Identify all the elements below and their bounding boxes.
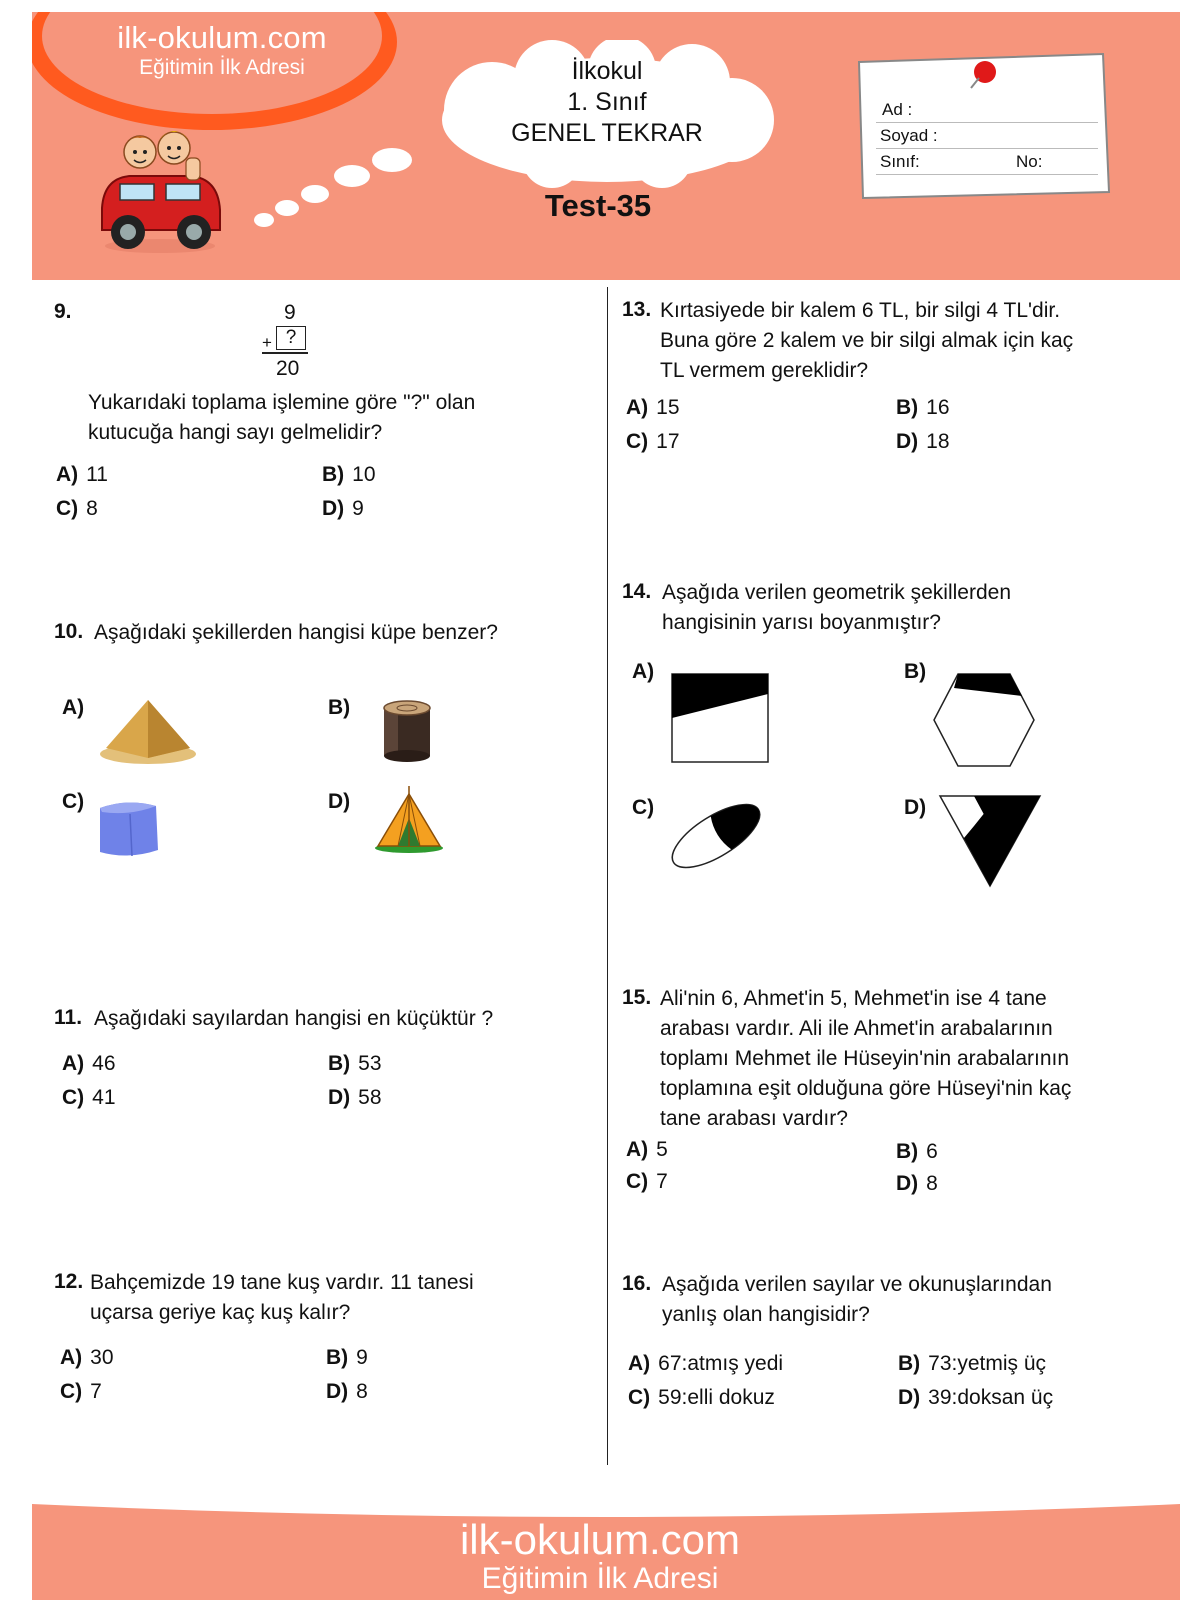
option-b[interactable] [328,696,358,720]
option-label: C) [60,1380,83,1403]
footer-brand-name[interactable]: ilk-okulum.com [459,1516,741,1563]
option-c[interactable] [628,1386,775,1410]
option-value: 15 [656,396,680,419]
question-text: Bahçemizde 19 tane kuş vardır. 11 tanesi [90,1271,474,1294]
option-label: D) [322,497,345,520]
option-value: 8 [86,497,98,520]
option-value: 7 [656,1170,668,1193]
option-value: 39:doksan üç [928,1386,1054,1409]
option-c[interactable] [632,796,662,820]
option-a[interactable] [60,1346,114,1370]
question-text: kutucuğa hangi sayı gelmelidir? [88,421,383,444]
question-text: yanlış olan hangisidir? [662,1303,870,1326]
option-value: 8 [926,1172,938,1195]
question-number: 9. [54,300,72,323]
option-c[interactable] [62,1086,116,1110]
question-text: toplamı Mehmet ile Hüseyin'nin arabalarının [660,1047,1070,1070]
grade-level: 1. Sınıf [567,88,647,116]
name-label: Ad : [882,100,913,119]
option-label: C) [626,1170,649,1193]
question-text: Buna göre 2 kalem ve bir silgi almak için kaç [660,329,1074,352]
test-title: Test-35 [544,188,652,223]
pyramid-icon[interactable] [98,696,198,766]
hexagon-shape-icon[interactable] [930,672,1038,768]
option-value: 8 [356,1380,368,1403]
option-c[interactable] [56,497,98,521]
option-value: 7 [90,1380,102,1403]
option-value: 9 [352,497,364,520]
question-number: 14. [622,580,652,603]
number-label: No: [1016,152,1043,171]
square-shape-icon[interactable] [670,672,770,764]
cube-cushion-icon[interactable] [94,794,164,864]
option-a[interactable] [626,396,680,420]
option-label: C) [632,796,655,819]
option-value: 10 [352,463,376,486]
question-number: 13. [622,298,652,321]
addend-top: 9 [284,301,296,324]
mascot-car-icon [90,118,230,258]
question-text: Kırtasiyede bir kalem 6 TL, bir silgi 4 TL'dir. [660,299,1061,322]
option-value: 9 [356,1346,368,1369]
option-label: D) [904,796,927,819]
option-label: B) [326,1346,349,1369]
option-value: 59:elli dokuz [658,1386,775,1409]
option-label: B) [904,660,927,683]
brand-name: ilk-okulum.com [117,20,327,55]
option-label: B) [322,463,345,486]
question-text: Ali'nin 6, Ahmet'in 5, Mehmet'in ise 4 tane [660,987,1047,1010]
title-cloud [432,56,782,149]
option-value: 5 [656,1138,668,1161]
option-b[interactable] [326,1346,368,1370]
question-number: 10. [54,620,84,643]
option-d[interactable] [904,796,934,820]
sum-value: 20 [276,357,300,380]
option-label: C) [628,1386,651,1409]
option-value: 16 [926,396,950,419]
question-text: Aşağıdaki şekillerden hangisi küpe benzer? [94,621,498,644]
question-number: 12. [54,1270,84,1293]
ellipse-shape-icon[interactable] [664,796,768,876]
tent-icon[interactable] [372,784,446,856]
option-label: B) [328,696,351,719]
option-value: 30 [90,1346,114,1369]
option-label: A) [62,1052,85,1075]
option-value: 6 [926,1140,938,1163]
question-text: toplamına eşit olduğuna göre Hüseyi'nin kaç [660,1077,1072,1100]
question-text: Aşağıda verilen sayılar ve okunuşlarından [662,1273,1052,1296]
option-value: 17 [656,430,680,453]
option-label: C) [62,1086,85,1109]
option-label: D) [896,430,919,453]
option-c[interactable] [60,1380,102,1404]
surname-label: Soyad : [880,126,938,145]
option-value: 58 [358,1086,382,1109]
option-label: A) [626,396,649,419]
question-text: Aşağıda verilen geometrik şekillerden [662,581,1012,604]
option-label: D) [896,1172,919,1195]
unknown-box: ? [276,326,306,350]
option-a[interactable] [56,463,108,487]
class-label: Sınıf: [880,152,920,171]
name-line[interactable] [876,122,1098,123]
option-d[interactable] [322,497,364,521]
question-text: Yukarıdaki toplama işlemine göre "?" olan [88,391,476,414]
brand-logo[interactable] [32,12,412,122]
option-value: 67:atmış yedi [658,1352,784,1375]
option-a[interactable] [62,696,92,720]
question-text: uçarsa geriye kaç kuş kalır? [90,1301,351,1324]
option-value: 53 [358,1052,382,1075]
option-label: A) [632,660,655,683]
option-label: A) [628,1352,651,1375]
option-a[interactable] [626,1138,668,1162]
option-a[interactable] [628,1352,783,1376]
option-b[interactable] [328,1052,382,1076]
question-text: arabası vardır. Ali ile Ahmet'in arabalarının [660,1017,1053,1040]
option-d[interactable] [328,1086,382,1110]
option-c[interactable] [626,430,680,454]
question-text: Aşağıdaki sayılardan hangisi en küçüktür ? [94,1007,494,1030]
option-label: A) [56,463,79,486]
option-label: D) [328,1086,351,1109]
option-label: C) [62,790,85,813]
option-value: 73:yetmiş üç [928,1352,1047,1375]
option-label: B) [328,1052,351,1075]
option-label: C) [56,497,79,520]
question-text: TL vermem gereklidir? [660,359,869,382]
question-number: 11. [54,1006,83,1029]
option-b[interactable] [896,396,950,420]
option-c[interactable] [62,790,92,814]
brand-slogan: Eğitimin İlk Adresi [139,56,305,79]
option-label: B) [896,1140,919,1163]
plus-sign: + [262,333,272,352]
option-b[interactable] [898,1352,1046,1376]
option-d[interactable] [326,1380,368,1404]
option-label: A) [62,696,85,719]
option-d[interactable] [898,1386,1053,1410]
option-label: B) [896,396,919,419]
option-label: B) [898,1352,921,1375]
surname-line[interactable] [876,148,1098,149]
school-level: İlkokul [571,57,643,85]
question-text: hangisinin yarısı boyanmıştır? [662,611,941,634]
option-label: A) [60,1346,83,1369]
option-label: D) [328,790,351,813]
option-label: C) [626,430,649,453]
option-label: A) [626,1138,649,1161]
option-value: 46 [92,1052,116,1075]
option-c[interactable] [626,1170,668,1194]
option-a[interactable] [62,1052,116,1076]
question-text: tane arabası vardır? [660,1107,848,1130]
footer-brand-slogan: Eğitimin İlk Adresi [481,1562,719,1595]
option-label: D) [326,1380,349,1403]
option-d[interactable] [896,430,950,454]
triangle-shape-icon[interactable] [938,794,1042,888]
option-d[interactable] [896,1172,938,1196]
option-value: 11 [86,463,108,486]
option-label: D) [898,1386,921,1409]
option-b[interactable] [896,1140,938,1164]
class-number-line[interactable] [876,174,1098,175]
question-number: 16. [622,1272,652,1295]
question-number: 15. [622,986,652,1009]
topic-title: GENEL TEKRAR [511,119,703,147]
option-value: 41 [92,1086,116,1109]
option-b[interactable] [322,463,376,487]
option-value: 18 [926,430,950,453]
option-a[interactable] [632,660,662,684]
log-cylinder-icon[interactable] [380,698,434,764]
column-divider [607,287,608,1465]
option-d[interactable] [328,790,358,814]
